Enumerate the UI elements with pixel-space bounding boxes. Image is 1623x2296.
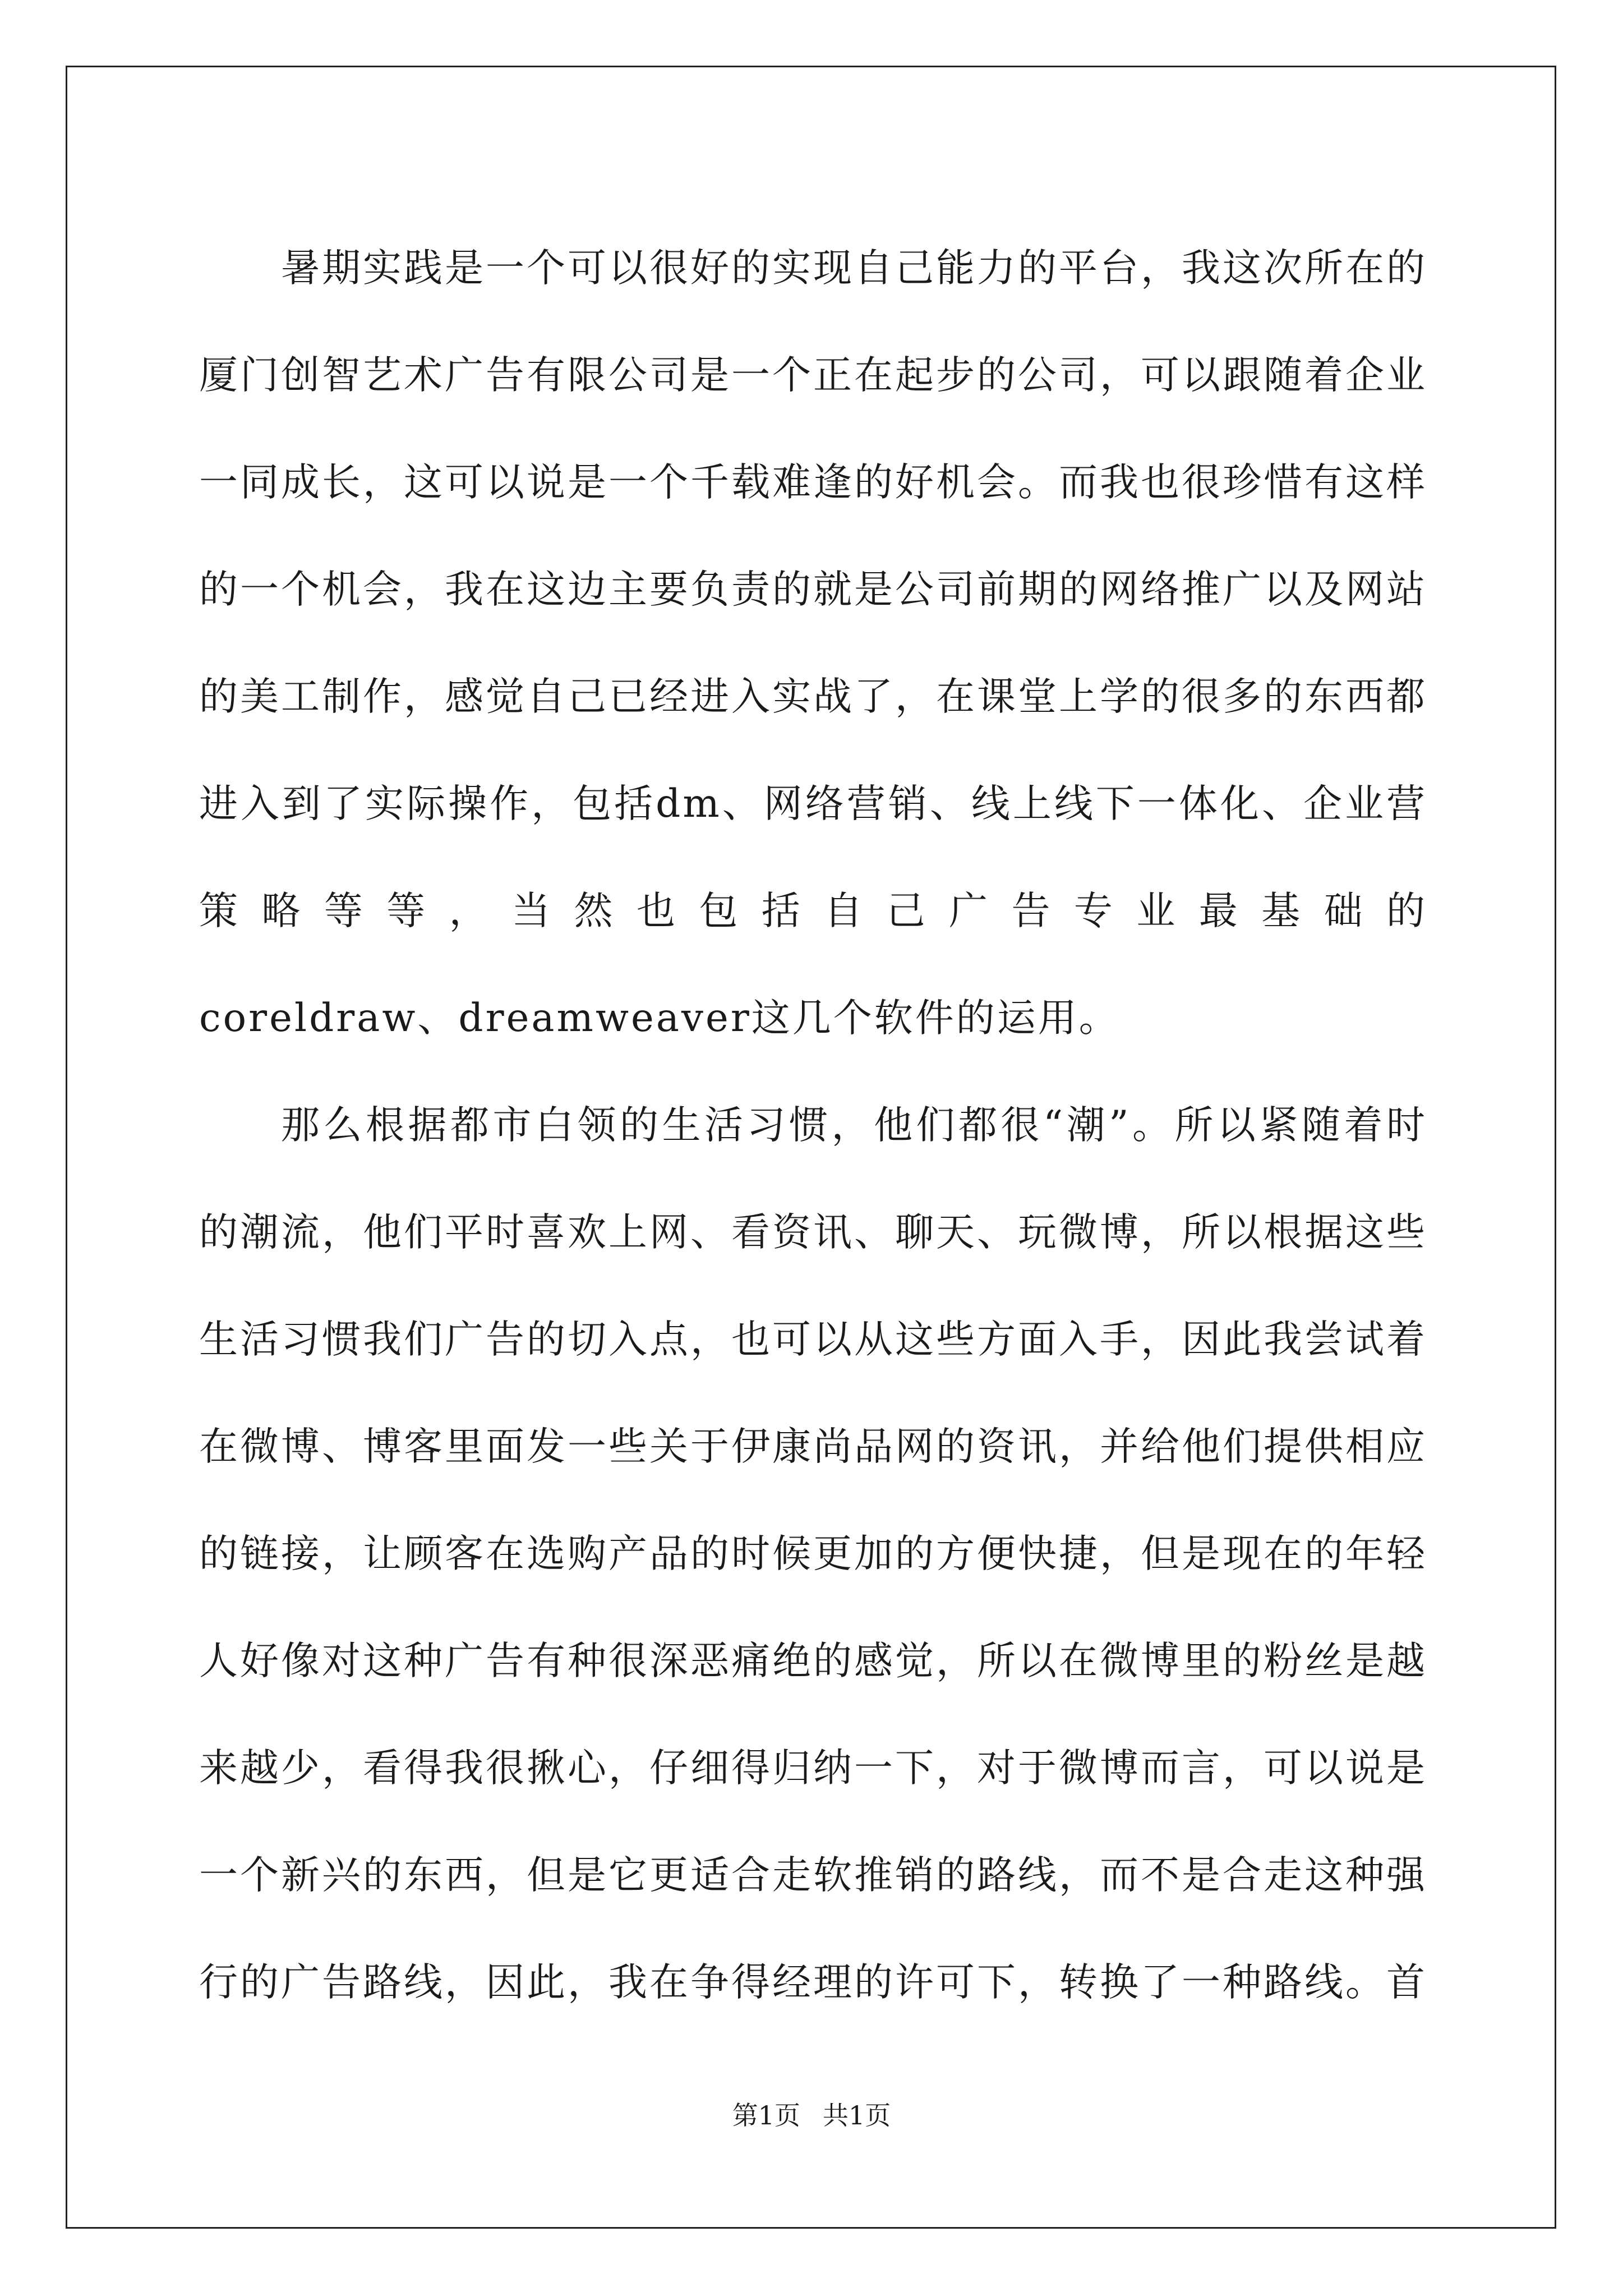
page-number-current: 第1页 [732,2100,800,2131]
paragraph-1-line-1: 暑期实践是一个可以很好的实现自己能力的平台，我这次所在的 [281,246,1427,291]
paragraph-2-line-8: 一个新兴的东西，但是它更适合走软推销的路线，而不是合走这种强 [199,1853,1427,1898]
paragraph-2-line-3: 生活习惯我们广告的切入点，也可以从这些方面入手，因此我尝试着 [199,1317,1427,1362]
paragraph-1-line-4: 的一个机会，我在这边主要负责的就是公司前期的网络推广以及网站 [199,567,1427,612]
page-footer [0,2095,1623,2132]
paragraph-2-line-5: 的链接，让顾客在选购产品的时候更加的方便快捷，但是现在的年轻 [199,1531,1427,1576]
paragraph-1-line-3: 一同成长，这可以说是一个千载难逢的好机会。而我也很珍惜有这样 [199,460,1427,505]
paragraph-1-line-5: 的美工制作，感觉自己已经进入实战了，在课堂上学的很多的东西都 [199,674,1427,719]
paragraph-1-line-6: 进入到了实际操作，包括dm、网络营销、线上线下一体化、企业营 [199,781,1427,826]
paragraph-2-line-4: 在微博、博客里面发一些关于伊康尚品网的资讯，并给他们提供相应 [199,1424,1427,1469]
paragraph-1-line-8: coreldraw、dreamweaver这几个软件的运用。 [199,996,1120,1041]
page-number-total: 共1页 [823,2100,891,2131]
document-body [199,215,1427,2036]
paragraph-1-line-2: 厦门创智艺术广告有限公司是一个正在起步的公司，可以跟随着企业 [199,353,1427,398]
paragraph-2-line-2: 的潮流，他们平时喜欢上网、看资讯、聊天、玩微博，所以根据这些 [199,1210,1427,1255]
paragraph-2-line-1: 那么根据都市白领的生活习惯，他们都很“潮”。所以紧随着时 [281,1103,1427,1148]
paragraph-2-line-7: 来越少，看得我很揪心，仔细得归纳一下，对于微博而言，可以说是 [199,1746,1427,1791]
paragraph-1-line-7: 策 略 等 等 ， 当 然 也 包 括 自 己 广 告 专 业 最 基 础 的 [199,889,1427,933]
paragraph-2-line-6: 人好像对这种广告有种很深恶痛绝的感觉，所以在微博里的粉丝是越 [199,1639,1427,1683]
paragraph-2-line-9: 行的广告路线，因此，我在争得经理的许可下，转换了一种路线。首 [199,1960,1427,2005]
